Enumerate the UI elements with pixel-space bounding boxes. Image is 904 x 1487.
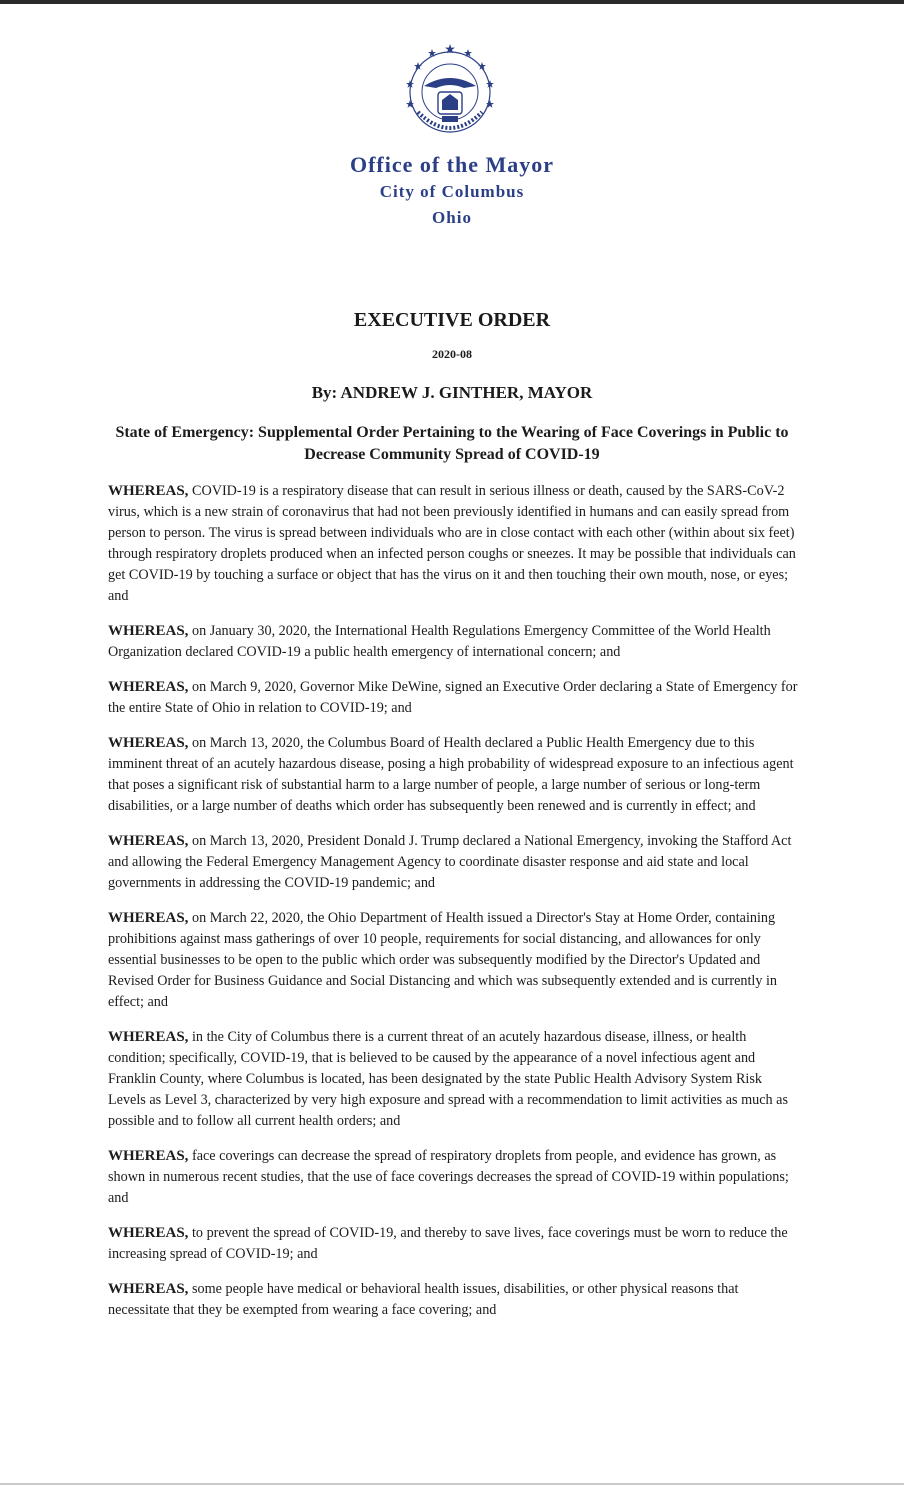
bottom-border — [0, 1483, 904, 1485]
whereas-lead: WHEREAS, — [108, 735, 189, 751]
whereas-paragraph — [108, 733, 800, 817]
paragraph-text: some people have medical or behavioral health issues, disabilities, or other physical reasons that necessitate that they be exempted from wearing a face covering; and — [108, 1281, 739, 1318]
whereas-paragraph — [108, 481, 800, 607]
whereas-paragraph — [108, 908, 800, 1013]
paragraph-text: COVID-19 is a respiratory disease that can result in serious illness or death, caused by the SARS-CoV-2 virus, which is a new strain of coronavirus that had not been previously identified in humans and can easily spread from person to person. The virus is spread between individuals who are in close contact with each other (within about six feet) through respiratory droplets produced when an infected person coughs or sneezes. It may be possible that individuals can get COVID-19 by touching a surface or object that has the virus on it and then touching their own mouth, nose, or eyes; and — [108, 483, 796, 604]
letterhead-state: Ohio — [432, 208, 472, 227]
paragraph-text: to prevent the spread of COVID-19, and thereby to save lives, face coverings must be worn to reduce the increasing spread of COVID-19; and — [108, 1225, 788, 1262]
whereas-paragraph — [108, 621, 800, 663]
whereas-lead: WHEREAS, — [108, 1225, 189, 1241]
whereas-lead: WHEREAS, — [108, 483, 189, 499]
city-seal-icon — [398, 40, 502, 144]
whereas-lead: WHEREAS, — [108, 1281, 189, 1297]
document-body — [108, 481, 800, 1335]
paragraph-text: on March 13, 2020, President Donald J. Trump declared a National Emergency, invoking the Stafford Act and allowing the Federal Emergency Management Agency to coordinate disaster response and aid state and local governments in addressing the COVID-19 pandemic; and — [108, 833, 792, 891]
whereas-lead: WHEREAS, — [108, 679, 189, 695]
paragraph-text: on March 9, 2020, Governor Mike DeWine, signed an Executive Order declaring a State of Emergency for the entire State of Ohio in relation to COVID-19; and — [108, 679, 798, 716]
paragraph-text: on January 30, 2020, the International Health Regulations Emergency Committee of the World Health Organization declared COVID-19 a public health emergency of international concern; and — [108, 623, 771, 660]
document-title: EXECUTIVE ORDER — [353, 309, 551, 331]
letterhead-city: City of Columbus — [379, 182, 525, 201]
whereas-lead: WHEREAS, — [108, 910, 189, 926]
whereas-lead: WHEREAS, — [108, 623, 189, 639]
whereas-paragraph — [108, 1027, 800, 1132]
whereas-lead: WHEREAS, — [108, 1029, 189, 1045]
letterhead-office: Office of the Mayor — [349, 152, 555, 177]
whereas-paragraph — [108, 831, 800, 894]
top-border — [0, 0, 904, 4]
whereas-paragraph — [108, 677, 800, 719]
whereas-lead: WHEREAS, — [108, 1148, 189, 1164]
paragraph-text: face coverings can decrease the spread of respiratory droplets from people, and evidence has grown, as shown in numerous recent studies, that the use of face coverings decreases the spread of COVID-19 within populations; and — [108, 1148, 789, 1206]
paragraph-text: in the City of Columbus there is a current threat of an acutely hazardous disease, illness, or health condition; specifically, COVID-19, that is believed to be caused by the appearance of a novel infectious agent and Franklin County, where Columbus is located, has been designated by the state Public Health Advisory System Risk Levels as Level 3, characterized by very high exposure and spread with a recommendation to limit activities as much as possible and to follow all current health orders; and — [108, 1029, 788, 1129]
paragraph-text: on March 13, 2020, the Columbus Board of Health declared a Public Health Emergency due to this imminent threat of an acutely hazardous disease, posing a high probability of widespread exposure to an infectious agent that poses a significant risk of substantial harm to a large number of people, a large number of serious or long-term disabilities, or a large number of deaths which order has subsequently been renewed and is currently in effect; and — [108, 735, 794, 814]
whereas-paragraph — [108, 1223, 800, 1265]
order-number: 2020-08 — [432, 347, 472, 361]
order-subject: State of Emergency: Supplemental Order Pertaining to the Wearing of Face Coverings in Public to Decrease Community Spread of COVID-19 — [115, 424, 789, 463]
whereas-lead: WHEREAS, — [108, 833, 189, 849]
paragraph-text: on March 22, 2020, the Ohio Department of Health issued a Director's Stay at Home Order, containing prohibitions against mass gatherings of over 10 people, requirements for social distancing, and allowances for only essential businesses to be open to the public which order was subsequently modified by the Director's Updated and Revised Order for Business Guidance and Social Distancing and which was subsequently extended and is currently in effect; and — [108, 910, 778, 1010]
whereas-paragraph — [108, 1146, 800, 1209]
whereas-paragraph — [108, 1279, 800, 1321]
order-author: By: ANDREW J. GINTHER, MAYOR — [311, 383, 593, 402]
